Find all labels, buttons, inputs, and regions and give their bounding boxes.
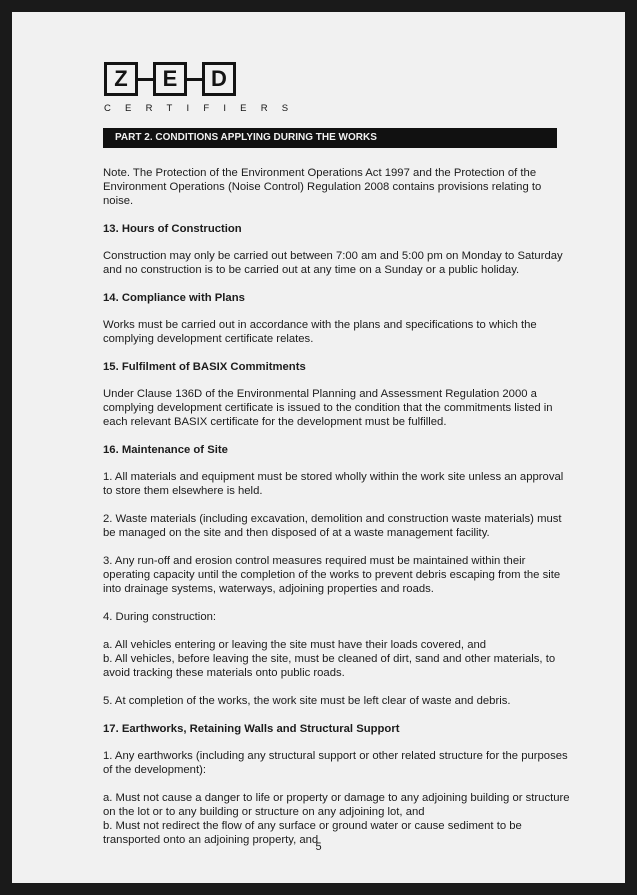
section-heading: 16. Maintenance of Site: [103, 444, 228, 456]
logo-letter-z: Z: [104, 62, 138, 96]
document-page: [12, 12, 625, 883]
section-banner: PART 2. CONDITIONS APPLYING DURING THE WORKS: [103, 128, 557, 148]
section-paragraph: b. Must not redirect the flow of any surface or ground water or cause sediment to be transported onto an adjoining property, and: [103, 820, 522, 846]
noise-note: Note. The Protection of the Environment Operations Act 1997 and the Protection of the Environment Operations (Noise Control) Regulation 2008 contains provisions relating to noise.: [103, 167, 542, 207]
section-heading: 15. Fulfilment of BASIX Commitments: [103, 361, 306, 373]
section-paragraph: a. All vehicles entering or leaving the site must have their loads covered, and: [103, 639, 487, 651]
logo-subtitle: CERTIFIERS: [104, 103, 303, 114]
logo-letter-e: E: [153, 62, 187, 96]
section-paragraph: 2. Waste materials (including excavation, demolition and construction waste materials) must be managed on the site and then disposed of at a waste management facility.: [103, 513, 562, 539]
section-paragraph: 4. During construction:: [103, 611, 217, 623]
document-body: [103, 166, 573, 861]
logo-connector: [138, 78, 153, 81]
section-heading: 14. Compliance with Plans: [103, 292, 245, 304]
section-heading: 13. Hours of Construction: [103, 223, 242, 235]
section-paragraph: b. All vehicles, before leaving the site, must be cleaned of dirt, sand and other materials, to avoid tracking these materials onto public roads.: [103, 653, 556, 679]
section-paragraph: Under Clause 136D of the Environmental Planning and Assessment Regulation 2000 a complying development certificate is issued to the condition that the commitments listed in each relevant BASIX certificate for the development must be fulfilled.: [103, 388, 553, 428]
section-paragraph: 3. Any run-off and erosion control measures required must be maintained within their operating capacity until the completion of the works to prevent debris escaping from the site into drainage systems, waterways, adjoining properties and roads.: [103, 555, 561, 595]
logo-connector: [187, 78, 202, 81]
zed-certifiers-logo: [104, 63, 302, 114]
section-paragraph: Construction may only be carried out between 7:00 am and 5:00 pm on Monday to Saturday and no construction is to be carried out at any time on a Sunday or a public holiday.: [103, 250, 563, 276]
page-number: 5: [315, 841, 322, 853]
logo-mark: [104, 63, 302, 95]
section-paragraph: 1. All materials and equipment must be stored wholly within the work site unless an approval to store them elsewhere is held.: [103, 471, 564, 497]
section-paragraph: Works must be carried out in accordance with the plans and specifications to which the complying development certificate relates.: [103, 319, 537, 345]
section-paragraph: 5. At completion of the works, the work site must be left clear of waste and debris.: [103, 695, 511, 707]
section-heading: 17. Earthworks, Retaining Walls and Structural Support: [103, 723, 400, 735]
logo-letter-d: D: [202, 62, 236, 96]
section-paragraph: 1. Any earthworks (including any structural support or other related structure for the purposes of the development):: [103, 750, 568, 776]
section-paragraph: a. Must not cause a danger to life or property or damage to any adjoining building or structure on the lot or to any building or structure on any adjoining lot, and: [103, 792, 570, 818]
